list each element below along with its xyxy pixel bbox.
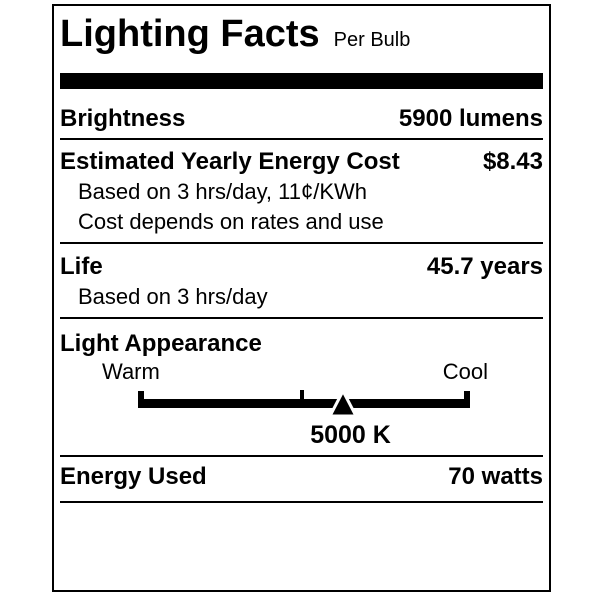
brightness-value: 5900 lumens <box>398 105 543 132</box>
color-temperature-scale <box>60 385 543 421</box>
energy-cost-value: $8.43 <box>482 148 543 175</box>
energy-used-value: 70 watts <box>448 463 543 490</box>
life-label: Life <box>60 253 103 280</box>
brightness-row <box>60 103 543 134</box>
energy-cost-note-basis: Based on 3 hrs/day, 11¢/KWh <box>78 179 368 204</box>
section-divider <box>60 242 543 244</box>
life-value: 45.7 years <box>426 253 543 280</box>
kelvin-value: 5000 K <box>310 421 391 449</box>
per-unit-label: Per Bulb <box>333 29 411 51</box>
scale-middle-tick <box>300 390 304 400</box>
life-row <box>60 252 543 282</box>
label-header <box>60 14 543 60</box>
energy-cost-note-disclaimer: Cost depends on rates and use <box>78 209 384 234</box>
brightness-label: Brightness <box>60 105 186 132</box>
scale-bar <box>140 399 468 408</box>
warm-label: Warm <box>102 359 160 384</box>
lighting-facts-label <box>52 4 551 592</box>
energy-used-row <box>60 462 543 492</box>
light-appearance-heading: Light Appearance <box>60 330 262 357</box>
energy-cost-row <box>60 147 543 177</box>
energy-used-label: Energy Used <box>60 463 207 490</box>
section-divider <box>60 501 543 503</box>
cool-label: Cool <box>442 359 488 384</box>
label-title: Lighting Facts <box>60 13 320 55</box>
section-divider <box>60 317 543 319</box>
section-divider <box>60 138 543 140</box>
warm-cool-labels <box>60 359 543 385</box>
life-note-basis: Based on 3 hrs/day <box>78 284 268 309</box>
header-separator-bar <box>60 73 543 89</box>
section-divider <box>60 455 543 457</box>
energy-cost-label: Estimated Yearly Energy Cost <box>60 148 400 175</box>
